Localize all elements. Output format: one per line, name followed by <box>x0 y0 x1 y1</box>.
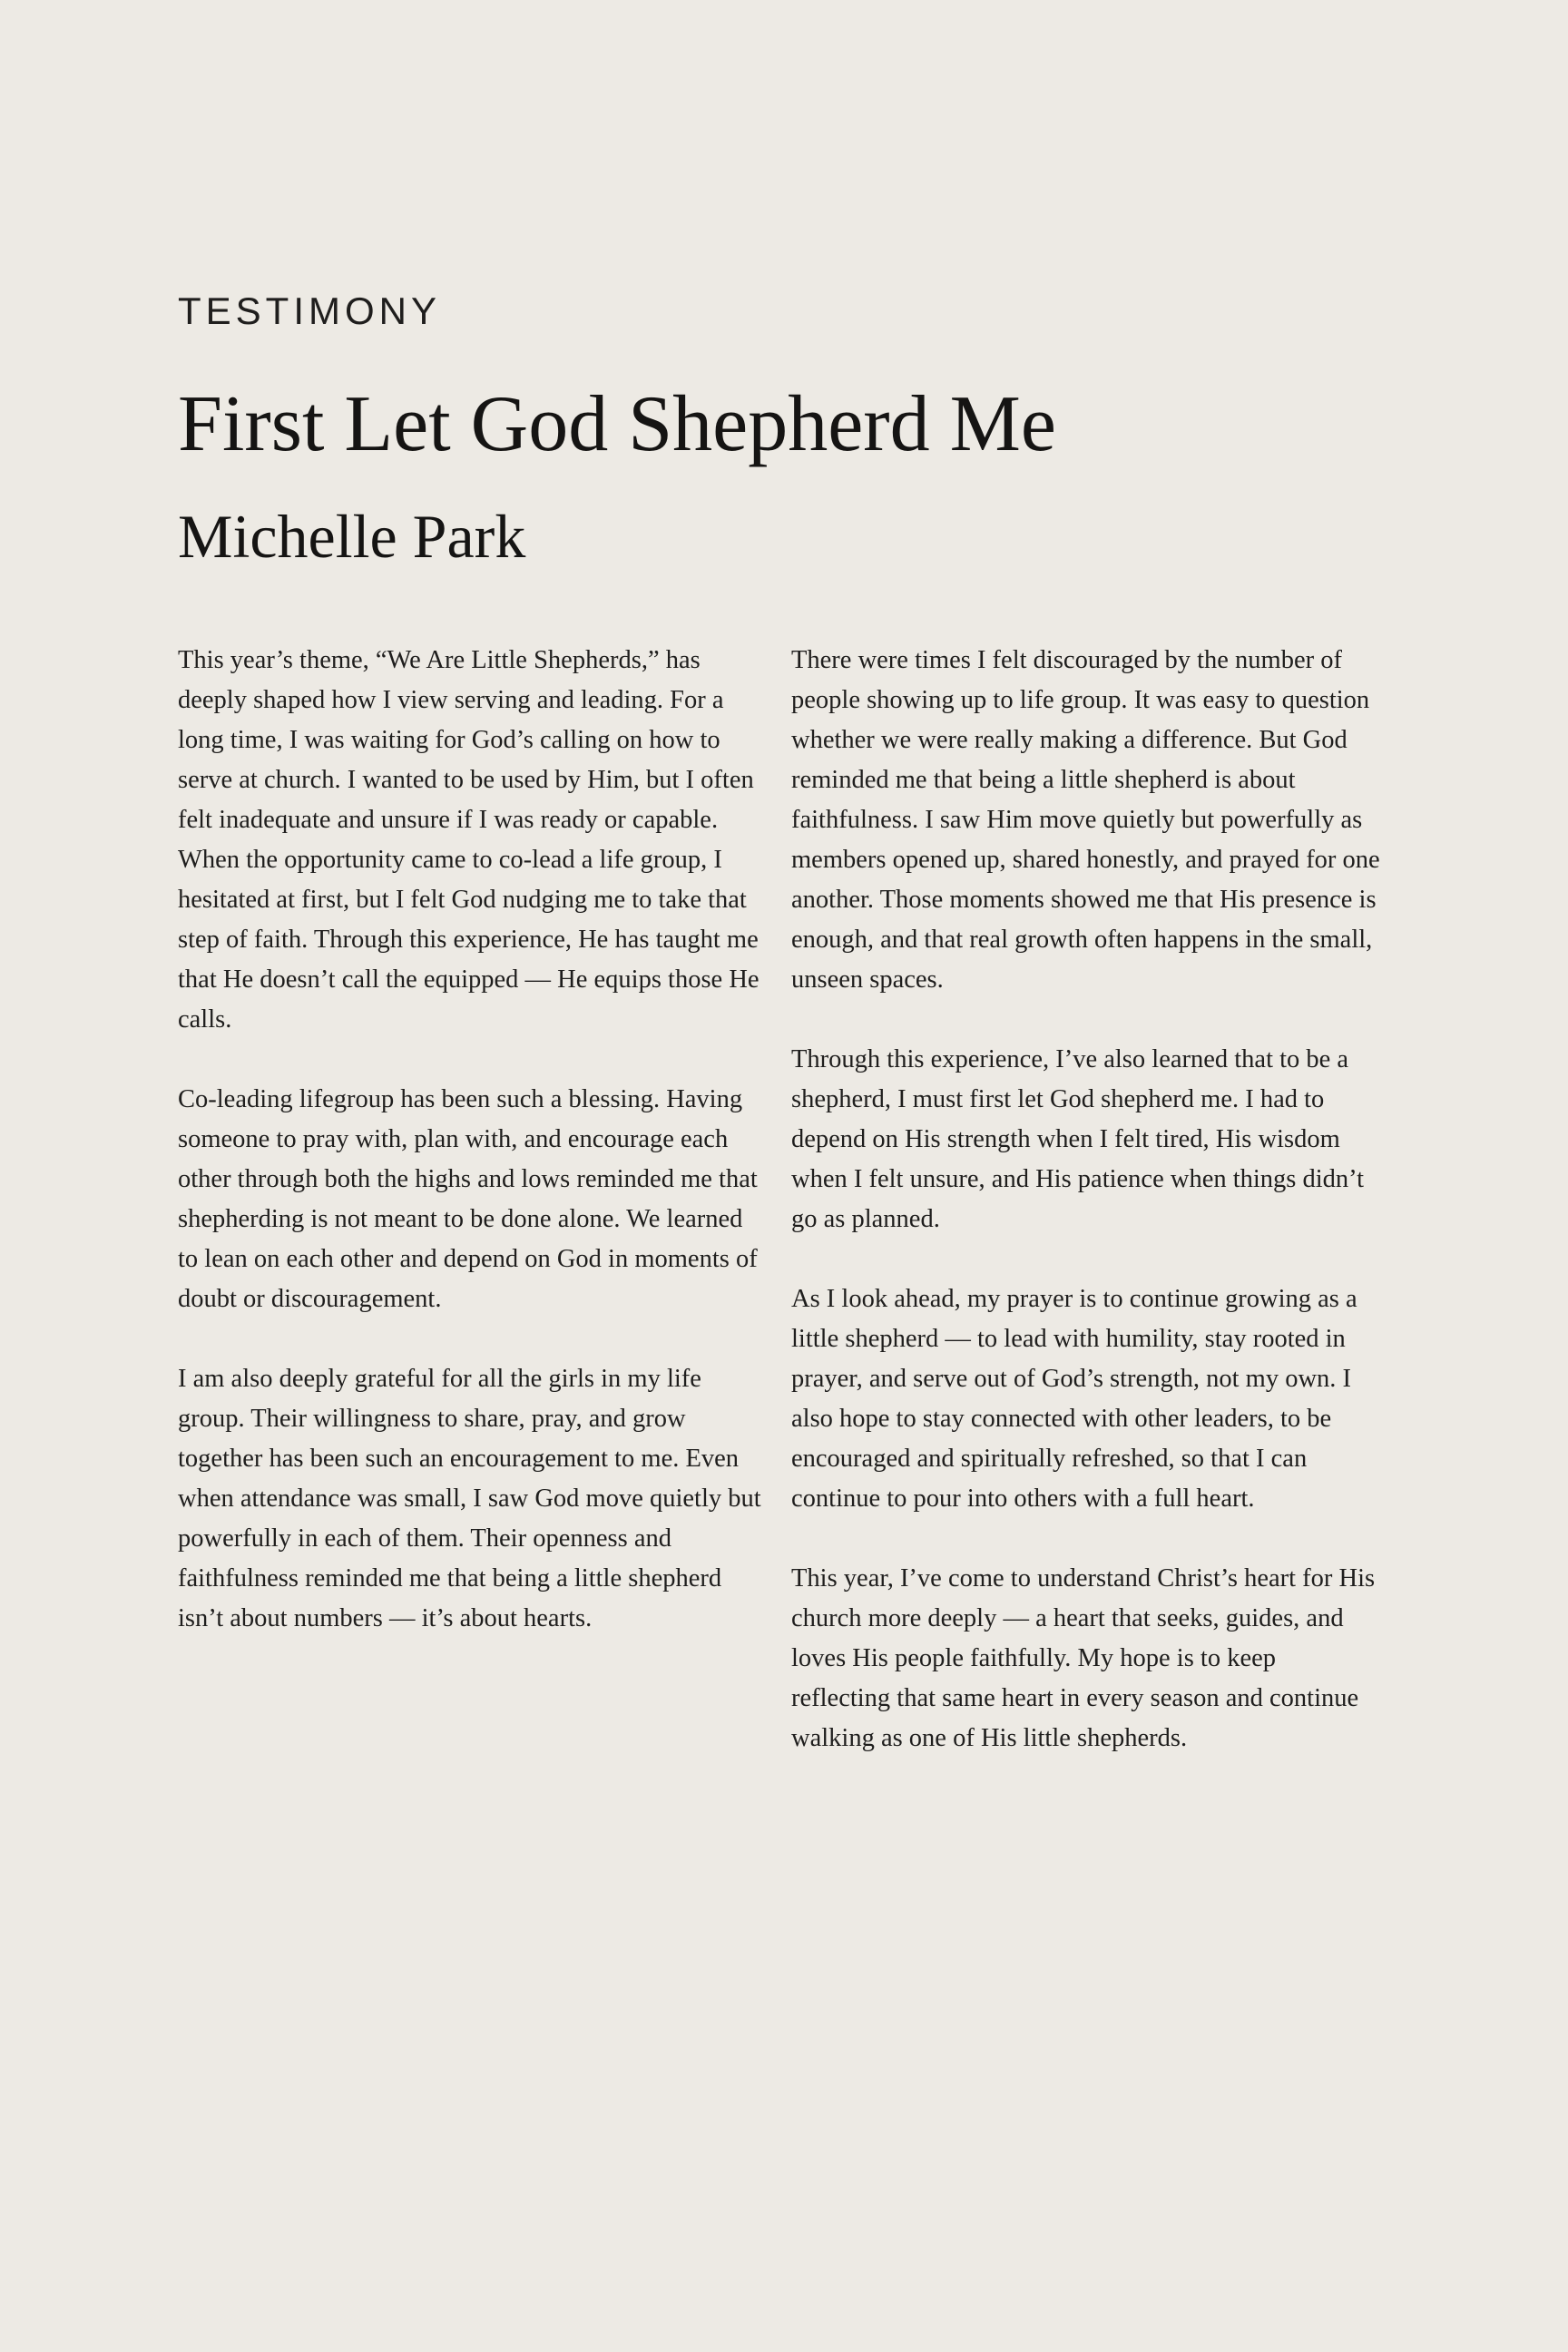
paragraph: As I look ahead, my prayer is to continue growing as a little shepherd — to lead with humility, stay rooted in prayer, and serve out of God’s strength, not my own. I also hope to stay connected with other leaders, to be encouraged and spiritually refreshed, so that I can continue to pour into others with a full heart. <box>791 1285 1357 1513</box>
section-label: TESTIMONY <box>178 289 442 332</box>
paragraph: This year’s theme, “We Are Little Shepherds,” has deeply shaped how I view serving and leading. For a long time, I was waiting for God’s calling on how to serve at church. I wanted to be used by Him, but I often felt inadequate and unsure if I was ready or capable. When the opportunity came to co-lead a life group, I hesitated at first, but I felt God nudging me to take that step of faith. Through this experience, He has taught me that He doesn’t call the equipped — He equips those He calls. <box>178 646 760 1034</box>
paragraph: This year, I’ve come to understand Christ’s heart for His church more deeply — a heart that seeks, guides, and loves His people faithfully. My hope is to keep reflecting that same heart in every season and continue walking as one of His little shepherds. <box>791 1564 1376 1752</box>
author-name: Michelle Park <box>178 502 526 571</box>
paragraph: I am also deeply grateful for all the girls in my life group. Their willingness to share, pray, and grow together has been such an encouragement to me. Even when attendance was small, I saw God move quietly but powerfully in each of them. Their openness and faithfulness reminded me that being a little shepherd isn’t about numbers — it’s about hearts. <box>178 1365 761 1632</box>
document-page <box>178 0 1394 2352</box>
left-column <box>178 641 762 1679</box>
paragraph: Through this experience, I’ve also learned that to be a shepherd, I must first let God shepherd me. I had to depend on His strength when I felt tired, His wisdom when I felt unsure, and His patience when things didn’t go as planned. <box>791 1045 1365 1233</box>
right-column <box>791 641 1381 1798</box>
page-title: First Let God Shepherd Me <box>178 380 1056 468</box>
paragraph: There were times I felt discouraged by the number of people showing up to life group. It was easy to question whether we were really making a difference. But God reminded me that being a little shepherd is about faithfulness. I saw Him move quietly but powerfully as members opened up, shared honestly, and prayed for one another. Those moments showed me that His presence is enough, and that real growth often happens in the small, unseen spaces. <box>791 646 1380 994</box>
paragraph: Co-leading lifegroup has been such a blessing. Having someone to pray with, plan with, and encourage each other through both the highs and lows reminded me that shepherding is not meant to be done alone. We learned to lean on each other and depend on God in moments of doubt or discouragement. <box>178 1085 758 1313</box>
